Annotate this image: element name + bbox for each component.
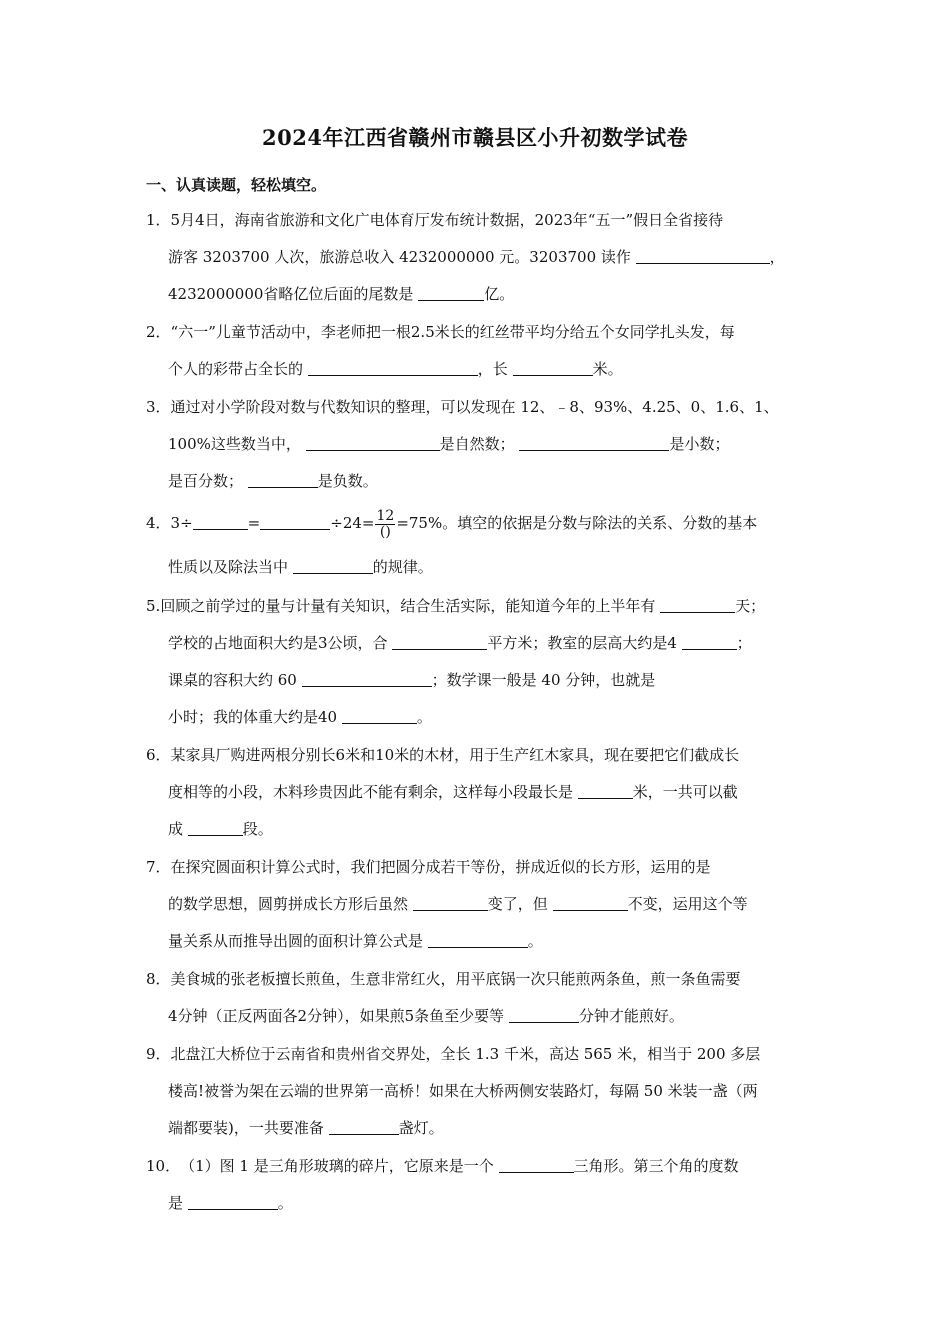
question-text: 三角形。第三个角的度数 bbox=[573, 1157, 739, 1175]
question-text: 。 bbox=[416, 708, 432, 726]
question-text: ，长 bbox=[477, 360, 508, 378]
answer-blank[interactable] bbox=[519, 432, 669, 451]
question-text: 是 bbox=[168, 1194, 184, 1212]
question-text: 量关系从而推导出圆的面积计算公式是 bbox=[168, 932, 424, 950]
question-text: 段。 bbox=[242, 820, 273, 838]
question-text: 在探究圆面积计算公式时，我们把圆分成若干等份，拼成近似的长方形，运用的是 bbox=[170, 858, 711, 876]
question-9 bbox=[146, 1036, 810, 1147]
question-6 bbox=[146, 737, 810, 848]
question-4 bbox=[146, 505, 810, 586]
question-number: 8． bbox=[146, 970, 171, 988]
answer-blank[interactable] bbox=[188, 1191, 278, 1210]
question-text: 通过对小学阶段对数与代数知识的整理，可以发现在 12、﹣8、93%、4.25、0、1.6、1、 bbox=[170, 398, 779, 416]
question-text: 度相等的小段，木料珍贵因此不能有剩余，这样每小段最长是 bbox=[168, 783, 574, 801]
question-text: 是自然数； bbox=[439, 435, 515, 453]
question-text: 成 bbox=[168, 820, 184, 838]
answer-blank[interactable] bbox=[509, 1004, 579, 1023]
question-text: 。 bbox=[277, 1194, 293, 1212]
question-text: 3÷ bbox=[170, 514, 193, 532]
answer-blank[interactable] bbox=[306, 432, 440, 451]
answer-blank[interactable] bbox=[329, 1116, 399, 1135]
question-text: 。 bbox=[527, 932, 543, 950]
question-text: 亿。 bbox=[484, 285, 515, 303]
question-text: 盏灯。 bbox=[398, 1119, 444, 1137]
question-text: 变了，但 bbox=[487, 895, 548, 913]
question-text: 米，一共可以截 bbox=[632, 783, 738, 801]
question-10 bbox=[146, 1148, 810, 1222]
question-number: 10． bbox=[146, 1157, 181, 1175]
question-text: =75%。填空的依据是分数与除法的关系、分数的基本 bbox=[396, 514, 758, 532]
question-text: 是负数。 bbox=[317, 472, 378, 490]
question-text: 不变，运用这个等 bbox=[627, 895, 748, 913]
question-text: 端都要装)，一共要准备 bbox=[168, 1119, 324, 1137]
answer-blank[interactable] bbox=[499, 1154, 574, 1173]
question-text: 个人的彩带占全长的 bbox=[168, 360, 304, 378]
answer-blank[interactable] bbox=[308, 357, 478, 376]
question-text: （1）图 1 是三角形玻璃的碎片，它原来是一个 bbox=[180, 1157, 494, 1175]
question-text: 课桌的容积大约 60 bbox=[168, 671, 297, 689]
answer-blank[interactable] bbox=[428, 929, 528, 948]
question-text: 米。 bbox=[592, 360, 623, 378]
answer-blank[interactable] bbox=[302, 668, 432, 687]
question-text: 性质以及除法当中 bbox=[168, 558, 289, 576]
question-text: = bbox=[247, 514, 261, 532]
question-text: 小时；我的体重大约是40 bbox=[168, 708, 338, 726]
question-text: 是百分数； bbox=[168, 472, 244, 490]
answer-blank[interactable] bbox=[293, 555, 373, 574]
question-text: 游客 3203700 人次，旅游总收入 4232000000 元。3203700 读作 bbox=[168, 248, 631, 266]
fraction-denominator[interactable]: () bbox=[379, 523, 391, 540]
answer-blank[interactable] bbox=[660, 594, 735, 613]
question-text: ， bbox=[769, 248, 785, 266]
question-text: 学校的占地面积大约是3公顷，合 bbox=[168, 634, 388, 652]
question-7 bbox=[146, 849, 810, 960]
question-number: 5. bbox=[146, 597, 161, 615]
answer-blank[interactable] bbox=[188, 817, 243, 836]
question-number: 2． bbox=[146, 323, 171, 341]
answer-blank[interactable] bbox=[413, 892, 488, 911]
question-number: 9． bbox=[146, 1045, 171, 1063]
question-2 bbox=[146, 314, 810, 388]
fraction bbox=[375, 509, 395, 540]
question-text: 天； bbox=[735, 597, 766, 615]
question-text: 4分钟（正反两面各2分钟），如果煎5条鱼至少要等 bbox=[168, 1007, 505, 1025]
question-8 bbox=[146, 961, 810, 1035]
answer-blank[interactable] bbox=[193, 511, 248, 530]
question-text: 某家具厂购进两根分别长6米和10米的木材，用于生产红木家具，现在要把它们截成长 bbox=[170, 746, 740, 764]
question-text: ； bbox=[736, 634, 752, 652]
question-text: 回顾之前学过的量与计量有关知识，结合生活实际，能知道今年的上半年有 bbox=[160, 597, 656, 615]
question-text: 100%这些数当中， bbox=[168, 435, 301, 453]
fraction-numerator: 12 bbox=[376, 507, 395, 524]
question-text: 的规律。 bbox=[372, 558, 433, 576]
question-3 bbox=[146, 389, 810, 500]
section-heading: 一、认真读题，轻松填空。 bbox=[146, 176, 327, 194]
question-5 bbox=[146, 588, 810, 736]
answer-blank[interactable] bbox=[553, 892, 628, 911]
question-text: 是小数； bbox=[669, 435, 730, 453]
question-number: 6． bbox=[146, 746, 171, 764]
answer-blank[interactable] bbox=[260, 511, 330, 530]
answer-blank[interactable] bbox=[418, 282, 484, 301]
question-text: 平方米；教室的层高大约是4 bbox=[487, 634, 677, 652]
answer-blank[interactable] bbox=[248, 469, 318, 488]
question-number: 7． bbox=[146, 858, 171, 876]
answer-blank[interactable] bbox=[682, 631, 737, 650]
question-text: 美食城的张老板擅长煎鱼，生意非常红火，用平底锅一次只能煎两条鱼，煎一条鱼需要 bbox=[170, 970, 741, 988]
answer-blank[interactable] bbox=[513, 357, 593, 376]
answer-blank[interactable] bbox=[578, 780, 633, 799]
question-number: 3． bbox=[146, 398, 171, 416]
question-1 bbox=[146, 202, 810, 313]
question-text: ；数学课一般是 40 分钟，也就是 bbox=[431, 671, 656, 689]
question-number: 4． bbox=[146, 514, 171, 532]
question-text: ÷24= bbox=[330, 514, 375, 532]
question-text: 的数学思想，圆剪拼成长方形后虽然 bbox=[168, 895, 409, 913]
answer-blank[interactable] bbox=[342, 705, 417, 724]
page-title: 2024年江西省赣州市赣县区小升初数学试卷 bbox=[262, 125, 688, 150]
question-text: 5月4日，海南省旅游和文化广电体育厅发布统计数据，2023年“五一”假日全省接待 bbox=[170, 211, 724, 229]
question-number: 1． bbox=[146, 211, 171, 229]
question-text: 4232000000省略亿位后面的尾数是 bbox=[168, 285, 414, 303]
answer-blank[interactable] bbox=[392, 631, 487, 650]
question-text: 分钟才能煎好。 bbox=[578, 1007, 684, 1025]
question-text: 楼高!被誉为架在云端的世界第一高桥！如果在大桥两侧安装路灯，每隔 50 米装一盏（两 bbox=[168, 1082, 758, 1100]
question-text: 北盘江大桥位于云南省和贵州省交界处，全长 1.3 千米，高达 565 米，相当于 200 多层 bbox=[170, 1045, 761, 1063]
question-text: “六一”儿童节活动中，李老师把一根2.5米长的红丝带平均分给五个女同学扎头发，每 bbox=[170, 323, 735, 341]
answer-blank[interactable] bbox=[636, 245, 770, 264]
